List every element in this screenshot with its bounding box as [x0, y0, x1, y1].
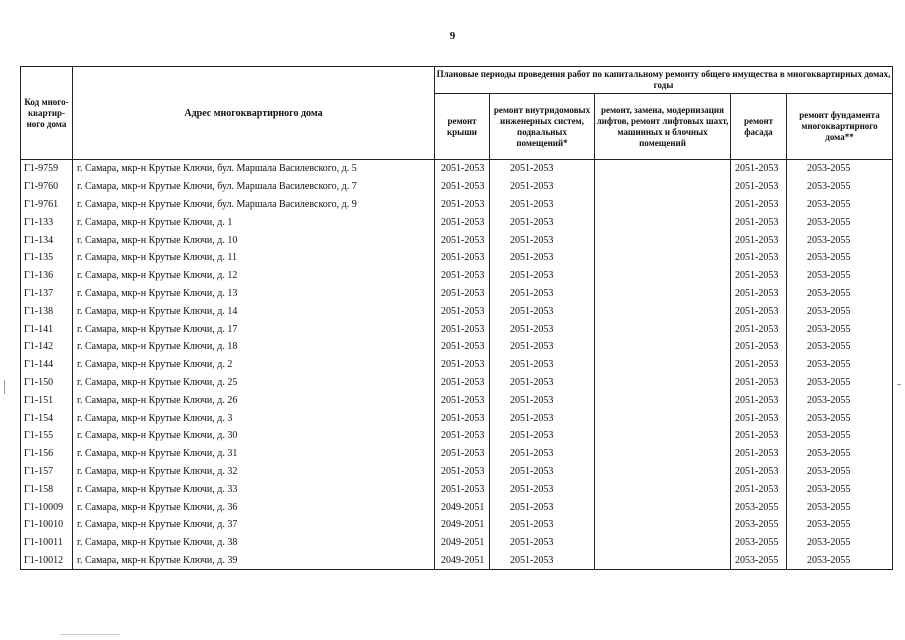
cell-facade: 2051-2053 [731, 356, 787, 374]
cell-address: г. Самара, мкр-н Крутые Ключи, д. 31 [73, 445, 435, 463]
header-engineering: ремонт внутридомовых инженерных систем, подвальных помещений* [490, 94, 595, 160]
table-row [21, 231, 893, 249]
cell-address: г. Самара, мкр-н Крутые Ключи, д. 25 [73, 374, 435, 392]
cell-facade: 2051-2053 [731, 285, 787, 303]
cell-foundation: 2053-2055 [787, 249, 893, 267]
cell-elevators [595, 338, 731, 356]
cell-engineering: 2051-2053 [490, 445, 595, 463]
cell-elevators [595, 552, 731, 570]
cell-elevators [595, 213, 731, 231]
cell-engineering: 2051-2053 [490, 231, 595, 249]
cell-roof: 2051-2053 [435, 356, 490, 374]
cell-code: Г1-10009 [21, 498, 73, 516]
cell-foundation: 2053-2055 [787, 374, 893, 392]
cell-address: г. Самара, мкр-н Крутые Ключи, бул. Маршала Василевского, д. 5 [73, 160, 435, 178]
header-code: Код много-квартир-ного дома [21, 67, 73, 160]
cell-code: Г1-158 [21, 480, 73, 498]
cell-elevators [595, 445, 731, 463]
cell-foundation: 2053-2055 [787, 391, 893, 409]
cell-facade: 2051-2053 [731, 409, 787, 427]
cell-address: г. Самара, мкр-н Крутые Ключи, д. 30 [73, 427, 435, 445]
cell-foundation: 2053-2055 [787, 231, 893, 249]
cell-code: Г1-9761 [21, 196, 73, 214]
table-row [21, 356, 893, 374]
header-address: Адрес многоквартирного дома [73, 67, 435, 160]
repair-schedule-table [20, 66, 893, 570]
cell-roof: 2049-2051 [435, 516, 490, 534]
cell-elevators [595, 498, 731, 516]
header-facade: ремонт фасада [731, 94, 787, 160]
cell-foundation: 2053-2055 [787, 213, 893, 231]
cell-roof: 2051-2053 [435, 267, 490, 285]
cell-roof: 2051-2053 [435, 320, 490, 338]
cell-address: г. Самара, мкр-н Крутые Ключи, д. 32 [73, 463, 435, 481]
cell-engineering: 2051-2053 [490, 516, 595, 534]
cell-code: Г1-134 [21, 231, 73, 249]
cell-roof: 2049-2051 [435, 498, 490, 516]
table-row [21, 463, 893, 481]
cell-code: Г1-156 [21, 445, 73, 463]
cell-foundation: 2053-2055 [787, 480, 893, 498]
cell-address: г. Самара, мкр-н Крутые Ключи, д. 38 [73, 534, 435, 552]
cell-facade: 2051-2053 [731, 196, 787, 214]
cell-foundation: 2053-2055 [787, 285, 893, 303]
table-row [21, 480, 893, 498]
cell-engineering: 2051-2053 [490, 213, 595, 231]
cell-elevators [595, 285, 731, 303]
cell-facade: 2051-2053 [731, 302, 787, 320]
cell-elevators [595, 463, 731, 481]
cell-facade: 2053-2055 [731, 534, 787, 552]
table-row [21, 498, 893, 516]
header-foundation: ремонт фундамента многоквартирного дома** [787, 94, 893, 160]
table-row [21, 249, 893, 267]
cell-address: г. Самара, мкр-н Крутые Ключи, бул. Маршала Василевского, д. 9 [73, 196, 435, 214]
cell-elevators [595, 356, 731, 374]
cell-code: Г1-150 [21, 374, 73, 392]
cell-address: г. Самара, мкр-н Крутые Ключи, д. 17 [73, 320, 435, 338]
cell-code: Г1-154 [21, 409, 73, 427]
cell-engineering: 2051-2053 [490, 302, 595, 320]
cell-elevators [595, 534, 731, 552]
cell-engineering: 2051-2053 [490, 463, 595, 481]
table-row [21, 409, 893, 427]
table-row [21, 338, 893, 356]
cell-facade: 2051-2053 [731, 391, 787, 409]
cell-elevators [595, 196, 731, 214]
cell-address: г. Самара, мкр-н Крутые Ключи, д. 26 [73, 391, 435, 409]
cell-foundation: 2053-2055 [787, 267, 893, 285]
cell-address: г. Самара, мкр-н Крутые Ключи, д. 36 [73, 498, 435, 516]
cell-address: г. Самара, мкр-н Крутые Ключи, д. 33 [73, 480, 435, 498]
cell-elevators [595, 374, 731, 392]
cell-facade: 2051-2053 [731, 178, 787, 196]
table-header [21, 67, 893, 160]
table-row [21, 552, 893, 570]
cell-facade: 2051-2053 [731, 267, 787, 285]
cell-roof: 2051-2053 [435, 409, 490, 427]
cell-engineering: 2051-2053 [490, 178, 595, 196]
cell-engineering: 2051-2053 [490, 320, 595, 338]
cell-address: г. Самара, мкр-н Крутые Ключи, д. 12 [73, 267, 435, 285]
cell-code: Г1-10012 [21, 552, 73, 570]
cell-code: Г1-142 [21, 338, 73, 356]
table-row [21, 285, 893, 303]
cell-engineering: 2051-2053 [490, 534, 595, 552]
cell-address: г. Самара, мкр-н Крутые Ключи, д. 18 [73, 338, 435, 356]
cell-foundation: 2053-2055 [787, 552, 893, 570]
cell-elevators [595, 391, 731, 409]
cell-address: г. Самара, мкр-н Крутые Ключи, бул. Маршала Василевского, д. 7 [73, 178, 435, 196]
cell-engineering: 2051-2053 [490, 160, 595, 178]
cell-engineering: 2051-2053 [490, 285, 595, 303]
scan-mark-bottom [60, 634, 120, 635]
cell-elevators [595, 320, 731, 338]
cell-address: г. Самара, мкр-н Крутые Ключи, д. 2 [73, 356, 435, 374]
cell-elevators [595, 231, 731, 249]
cell-facade: 2051-2053 [731, 160, 787, 178]
cell-elevators [595, 178, 731, 196]
table-body [21, 160, 893, 570]
cell-elevators [595, 427, 731, 445]
cell-foundation: 2053-2055 [787, 516, 893, 534]
cell-facade: 2051-2053 [731, 374, 787, 392]
table-row [21, 196, 893, 214]
cell-roof: 2051-2053 [435, 285, 490, 303]
cell-foundation: 2053-2055 [787, 302, 893, 320]
table-row [21, 374, 893, 392]
cell-code: Г1-141 [21, 320, 73, 338]
cell-address: г. Самара, мкр-н Крутые Ключи, д. 37 [73, 516, 435, 534]
cell-facade: 2053-2055 [731, 516, 787, 534]
table-row [21, 534, 893, 552]
cell-elevators [595, 249, 731, 267]
cell-code: Г1-138 [21, 302, 73, 320]
cell-facade: 2051-2053 [731, 338, 787, 356]
cell-engineering: 2051-2053 [490, 249, 595, 267]
cell-foundation: 2053-2055 [787, 463, 893, 481]
scan-mark-left [4, 380, 5, 394]
table-row [21, 516, 893, 534]
cell-engineering: 2051-2053 [490, 196, 595, 214]
cell-foundation: 2053-2055 [787, 160, 893, 178]
cell-roof: 2049-2051 [435, 552, 490, 570]
cell-roof: 2051-2053 [435, 249, 490, 267]
table-row [21, 320, 893, 338]
cell-foundation: 2053-2055 [787, 178, 893, 196]
header-periods: Плановые периоды проведения работ по капитальному ремонту общего имущества в многоквартирных домах, годы [435, 67, 893, 94]
cell-roof: 2051-2053 [435, 178, 490, 196]
cell-engineering: 2051-2053 [490, 338, 595, 356]
cell-engineering: 2051-2053 [490, 498, 595, 516]
cell-elevators [595, 160, 731, 178]
cell-address: г. Самара, мкр-н Крутые Ключи, д. 10 [73, 231, 435, 249]
table-row [21, 213, 893, 231]
cell-foundation: 2053-2055 [787, 320, 893, 338]
cell-roof: 2049-2051 [435, 534, 490, 552]
cell-roof: 2051-2053 [435, 374, 490, 392]
cell-engineering: 2051-2053 [490, 552, 595, 570]
table-row [21, 178, 893, 196]
cell-code: Г1-133 [21, 213, 73, 231]
cell-engineering: 2051-2053 [490, 480, 595, 498]
cell-code: Г1-157 [21, 463, 73, 481]
cell-facade: 2053-2055 [731, 552, 787, 570]
table-row [21, 160, 893, 178]
cell-roof: 2051-2053 [435, 160, 490, 178]
cell-address: г. Самара, мкр-н Крутые Ключи, д. 11 [73, 249, 435, 267]
cell-code: Г1-136 [21, 267, 73, 285]
cell-code: Г1-144 [21, 356, 73, 374]
cell-roof: 2051-2053 [435, 213, 490, 231]
cell-roof: 2051-2053 [435, 196, 490, 214]
cell-engineering: 2051-2053 [490, 427, 595, 445]
cell-code: Г1-9760 [21, 178, 73, 196]
cell-elevators [595, 516, 731, 534]
cell-code: Г1-135 [21, 249, 73, 267]
cell-address: г. Самара, мкр-н Крутые Ключи, д. 14 [73, 302, 435, 320]
cell-engineering: 2051-2053 [490, 267, 595, 285]
cell-engineering: 2051-2053 [490, 409, 595, 427]
table-row [21, 427, 893, 445]
cell-elevators [595, 267, 731, 285]
cell-facade: 2051-2053 [731, 249, 787, 267]
cell-facade: 2051-2053 [731, 427, 787, 445]
table-row [21, 302, 893, 320]
cell-facade: 2051-2053 [731, 231, 787, 249]
cell-roof: 2051-2053 [435, 338, 490, 356]
table-row [21, 267, 893, 285]
cell-roof: 2051-2053 [435, 480, 490, 498]
cell-address: г. Самара, мкр-н Крутые Ключи, д. 1 [73, 213, 435, 231]
cell-facade: 2053-2055 [731, 498, 787, 516]
cell-roof: 2051-2053 [435, 231, 490, 249]
cell-roof: 2051-2053 [435, 463, 490, 481]
cell-code: Г1-10011 [21, 534, 73, 552]
cell-code: Г1-137 [21, 285, 73, 303]
cell-foundation: 2053-2055 [787, 534, 893, 552]
cell-roof: 2051-2053 [435, 427, 490, 445]
table-row [21, 391, 893, 409]
cell-elevators [595, 409, 731, 427]
cell-foundation: 2053-2055 [787, 338, 893, 356]
cell-roof: 2051-2053 [435, 445, 490, 463]
cell-elevators [595, 480, 731, 498]
cell-foundation: 2053-2055 [787, 445, 893, 463]
cell-engineering: 2051-2053 [490, 391, 595, 409]
scan-mark-right [897, 384, 901, 385]
cell-facade: 2051-2053 [731, 445, 787, 463]
cell-engineering: 2051-2053 [490, 374, 595, 392]
cell-facade: 2051-2053 [731, 480, 787, 498]
cell-facade: 2051-2053 [731, 463, 787, 481]
page-number: 9 [449, 30, 456, 42]
header-elevators: ремонт, замена, модернизация лифтов, ремонт лифтовых шахт, машинных и блочных помещений [595, 94, 731, 160]
header-roof: ремонт крыши [435, 94, 490, 160]
cell-foundation: 2053-2055 [787, 427, 893, 445]
cell-code: Г1-151 [21, 391, 73, 409]
cell-code: Г1-10010 [21, 516, 73, 534]
cell-foundation: 2053-2055 [787, 356, 893, 374]
cell-engineering: 2051-2053 [490, 356, 595, 374]
cell-address: г. Самара, мкр-н Крутые Ключи, д. 3 [73, 409, 435, 427]
cell-foundation: 2053-2055 [787, 498, 893, 516]
cell-foundation: 2053-2055 [787, 196, 893, 214]
cell-roof: 2051-2053 [435, 391, 490, 409]
cell-address: г. Самара, мкр-н Крутые Ключи, д. 39 [73, 552, 435, 570]
cell-elevators [595, 302, 731, 320]
cell-foundation: 2053-2055 [787, 409, 893, 427]
cell-address: г. Самара, мкр-н Крутые Ключи, д. 13 [73, 285, 435, 303]
table-row [21, 445, 893, 463]
cell-roof: 2051-2053 [435, 302, 490, 320]
cell-facade: 2051-2053 [731, 320, 787, 338]
cell-code: Г1-155 [21, 427, 73, 445]
cell-facade: 2051-2053 [731, 213, 787, 231]
cell-code: Г1-9759 [21, 160, 73, 178]
